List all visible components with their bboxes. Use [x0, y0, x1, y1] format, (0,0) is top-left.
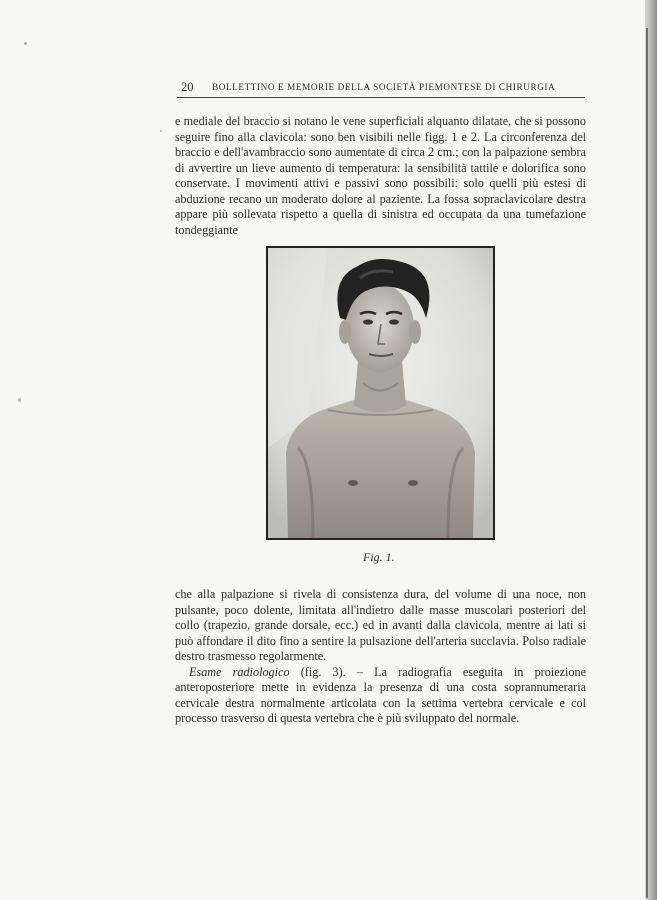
page-edge-line — [646, 28, 648, 898]
paragraph-3-label: Esame radiologico — [189, 664, 290, 679]
paragraph-3 — [175, 665, 586, 727]
figure-caption: Fig. 1. — [363, 550, 395, 564]
figure-photograph — [266, 246, 495, 540]
paper-speck — [24, 42, 27, 45]
paper-speck — [18, 398, 21, 402]
portrait-photo — [268, 248, 493, 538]
text-block-top — [175, 114, 586, 238]
paragraph-3-text: (fig. 3). – La radiografia eseguita in proiezione anteroposteriore mette in evidenza la presenza di una costa soprannumeraria cervicale destra normalmente articolata con la settima vertebra cervicale e col processo trasverso di questa vertebra che è più sviluppato del normale. — [175, 664, 587, 725]
running-header — [177, 79, 585, 98]
paragraph-1: e mediale del braccio si notano le vene superficiali alquanto dilatate, che si possono seguire fino alla clavicola: sono ben visibili nelle figg. 1 e 2. La circonferenza del braccio e dell'avambraccio sono aumentate di circa 2 cm.; con la palpazione sembra di avvertire un lieve aumento di temperatura: la sensibilità tattile e dolorifica sono conservate. I movimenti attivi e passivi sono possibili: solo quelli più estesi di abduzione recano un moderato dolore al paziente. La fossa sopraclavicolare destra appare più sollevata rispetto a quella di sinistra ed occupata da una tumefazione tondeggiante — [175, 114, 586, 237]
text-block-bottom — [175, 587, 586, 727]
paragraph-2: che alla palpazione si rivela di consistenza dura, del volume di una noce, non pulsante, poco dolente, limitata all'indietro dalle masse muscolari posteriori del collo (trapezio, grande dorsale, ecc.) ed in avanti dalla clavicola, mentre ai lati si può affondare il dito fino a sentire la pulsazione dell'arteria succlavia. Polso radiale destro trasmesso regolarmente. — [175, 587, 586, 663]
running-title: BOLLETTINO E MEMORIE DELLA SOCIETÀ PIEMONTESE DI CHIRURGIA — [212, 82, 556, 92]
page-number: 20 — [181, 80, 194, 94]
paper-speck — [160, 130, 162, 132]
